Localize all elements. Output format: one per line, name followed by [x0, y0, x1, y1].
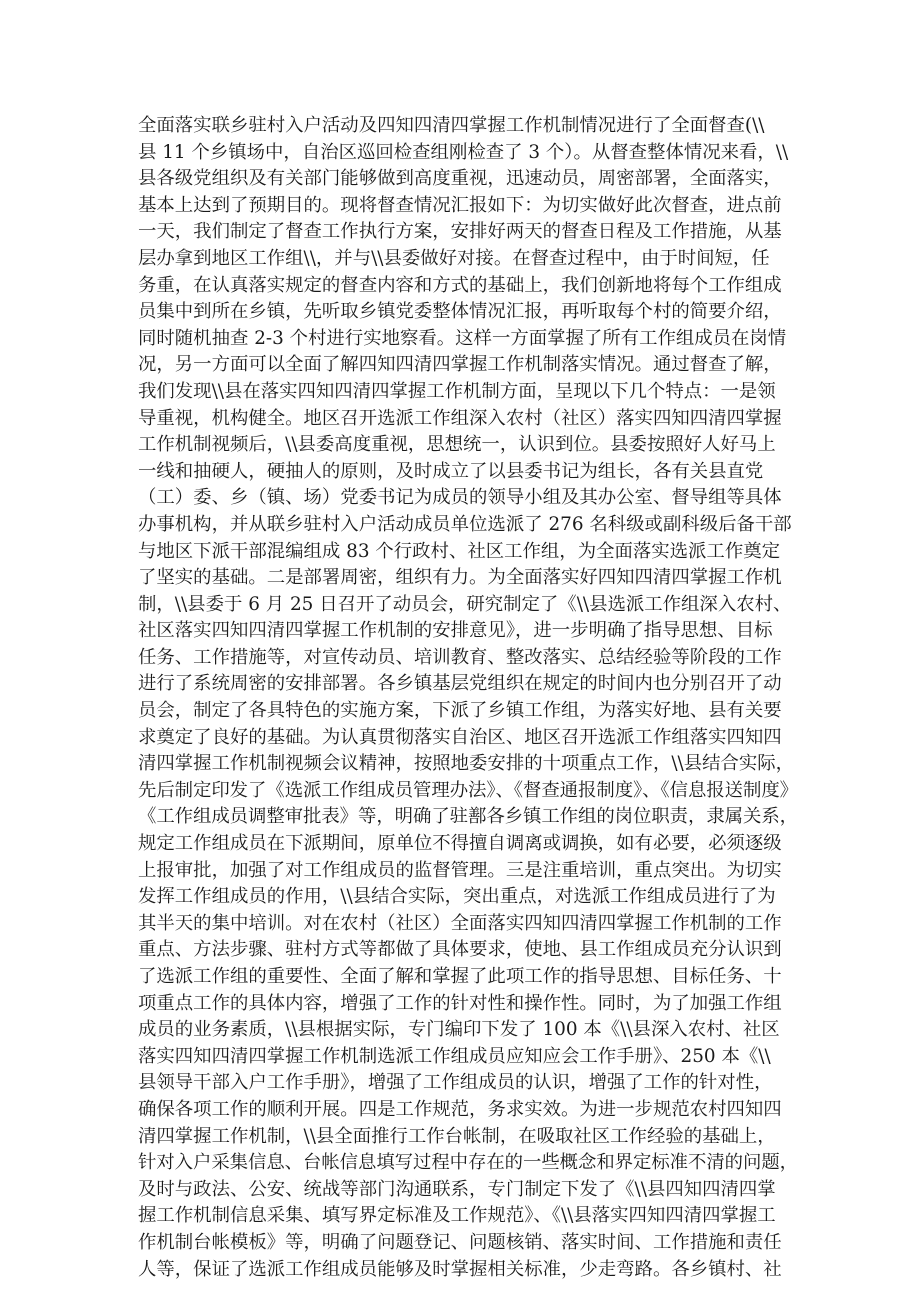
- text-line: 一线和抽硬人，硬抽人的原则，及时成立了以县委书记为组长，各有关县直党: [138, 460, 764, 482]
- text-line: 重点、方法步骤、驻村方式等都做了具体要求，使地、县工作组成员充分认识到: [138, 939, 782, 961]
- text-line: 其半天的集中培训。对在农村（社区）全面落实四知四清四掌握工作机制的工作: [138, 912, 782, 934]
- text-line: 与地区下派干部混编组成 83 个行政村、社区工作组，为全面落实选派工作奠定: [138, 540, 780, 562]
- text-line: 了坚实的基础。二是部署周密，组织有力。为全面落实好四知四清四掌握工作机: [138, 567, 782, 589]
- text-line: 落实四知四清四掌握工作机制选派工作组成员应知应会工作手册》、250 本《\\: [138, 1045, 771, 1067]
- text-line: 作机制台帐模板》等，明确了问题登记、问题核销、落实时间、工作措施和责任: [138, 1231, 782, 1253]
- text-line: 及时与政法、公安、统战等部门沟通联系，专门制定下发了《\\县四知四清四掌: [138, 1178, 776, 1200]
- text-line: 制，\\县委于 6 月 25 日召开了动员会，研究制定了《\\县选派工作组深入农村、: [138, 593, 792, 615]
- text-line: 进行了系统周密的安排部署。各乡镇基层党组织在规定的时间内也分别召开了动: [138, 673, 782, 695]
- text-line: 任务、工作措施等，对宣传动员、培训教育、整改落实、总结经验等阶段的工作: [138, 646, 782, 668]
- text-line: 员集中到所在乡镇，先听取乡镇党委整体情况汇报，再听取每个村的简要介绍，: [138, 301, 782, 323]
- text-line: 同时随机抽查 2-3 个村进行实地察看。这样一方面掌握了所有工作组成员在岗情: [138, 327, 787, 349]
- text-line: 层办拿到地区工作组\\，并与\\县委做好对接。在督查过程中，由于时间短，任: [138, 247, 770, 269]
- text-line: 县 11 个乡镇场中，自治区巡回检查组刚检查了 3 个）。从督查整体情况来看，\\: [138, 141, 789, 163]
- text-line: 成员的业务素质，\\县根据实际，专门编印下发了 100 本《\\县深入农村、社区: [138, 1019, 780, 1041]
- text-line: 人等，保证了选派工作组成员能够及时掌握相关标准，少走弯路。各乡镇村、社: [138, 1258, 782, 1280]
- text-line: 我们发现\\县在落实四知四清四掌握工作机制方面，呈现以下几个特点：一是领: [138, 380, 776, 402]
- text-line: 《工作组成员调整审批表》等，明确了驻鄯各乡镇工作组的岗位职责，隶属关系，: [138, 806, 798, 828]
- text-line: 导重视，机构健全。地区召开选派工作组深入农村（社区）落实四知四清四掌握: [138, 407, 782, 429]
- text-line: 先后制定印发了《选派工作组成员管理办法》、《督查通报制度》、《信息报送制度》: [138, 779, 798, 801]
- text-line: 全面落实联乡驻村入户活动及四知四清四掌握工作机制情况进行了全面督查(\\: [138, 115, 765, 136]
- text-line: 发挥工作组成员的作用，\\县结合实际，突出重点，对选派工作组成员进行了为: [138, 886, 776, 908]
- text-line: 上报审批，加强了对工作组成员的监督管理。三是注重培训，重点突出。为切实: [138, 859, 782, 881]
- text-line: 针对入户采集信息、台帐信息填写过程中存在的一些概念和界定标准不清的问题，: [138, 1152, 798, 1174]
- text-line: 清四掌握工作机制视频会议精神，按照地委安排的十项重点工作，\\县结合实际，: [138, 753, 795, 775]
- text-line: 求奠定了良好的基础。为认真贯彻落实自治区、地区召开选派工作组落实四知四: [138, 726, 782, 748]
- text-line: 确保各项工作的顺利开展。四是工作规范，务求实效。为进一步规范农村四知四: [138, 1098, 782, 1120]
- text-line: 务重，在认真落实规定的督查内容和方式的基础上，我们创新地将每个工作组成: [138, 274, 782, 296]
- text-line: （工）委、乡（镇、场）党委书记为成员的领导小组及其办公室、督导组等具体: [138, 487, 782, 509]
- text-line: 员会，制定了各具特色的实施方案，下派了乡镇工作组，为落实好地、县有关要: [138, 700, 782, 722]
- text-line: 清四掌握工作机制，\\县全面推行工作台帐制，在吸取社区工作经验的基础上，: [138, 1125, 776, 1147]
- text-line: 一天，我们制定了督查工作执行方案，安排好两天的督查日程及工作措施，从基: [138, 221, 782, 243]
- body-paragraph: [138, 113, 798, 1283]
- text-line: 基本上达到了预期目的。现将督查情况汇报如下：为切实做好此次督查，进点前: [138, 194, 782, 216]
- text-line: 社区落实四知四清四掌握工作机制的安排意见》，进一步明确了指导思想、目标: [138, 620, 773, 642]
- text-line: 办事机构，并从联乡驻村入户活动成员单位选派了 276 名科级或副科级后备干部: [138, 513, 792, 535]
- text-line: 规定工作组成员在下派期间，原单位不得擅自调离或调换，如有必要，必须逐级: [138, 833, 782, 855]
- text-line: 项重点工作的具体内容，增强了工作的针对性和操作性。同时，为了加强工作组: [138, 992, 782, 1014]
- text-line: 县领导干部入户工作手册》，增强了工作组成员的认识，增强了工作的针对性，: [138, 1072, 773, 1094]
- text-line: 工作机制视频后，\\县委高度重视，思想统一，认识到位。县委按照好人好马上: [138, 434, 776, 456]
- text-line: 县各级党组织及有关部门能够做到高度重视，迅速动员，周密部署，全面落实，: [138, 168, 782, 190]
- text-line: 了选派工作组的重要性、全面了解和掌握了此项工作的指导思想、目标任务、十: [138, 966, 782, 987]
- text-line: 握工作机制信息采集、填写界定标准及工作规范》、《\\县落实四知四清四掌握工: [138, 1205, 776, 1227]
- text-line: 况，另一方面可以全面了解四知四清四掌握工作机制落实情况。通过督查了解，: [138, 354, 782, 376]
